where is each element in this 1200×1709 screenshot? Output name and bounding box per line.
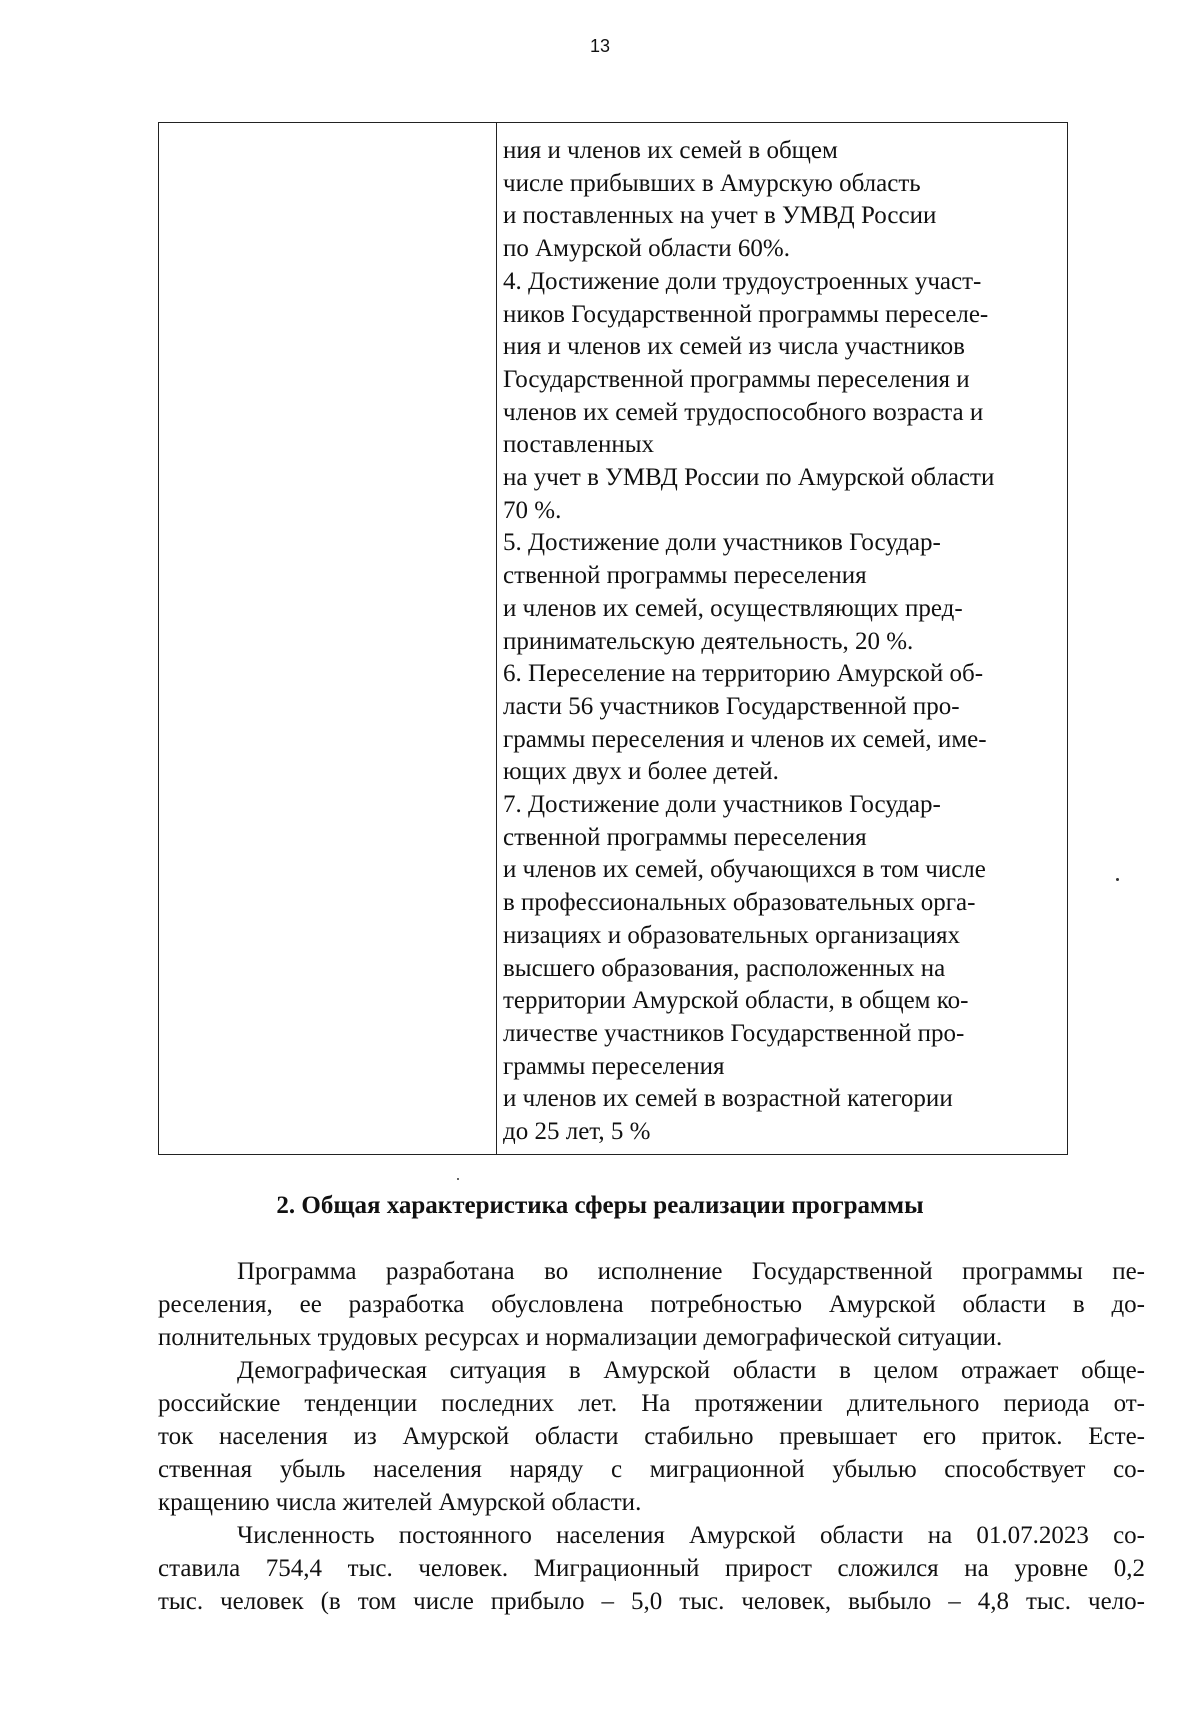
paragraph-line: ток населения из Амурской области стабильно превышает его приток. Есте- bbox=[158, 1423, 1145, 1450]
table-text-line: поставленных bbox=[503, 431, 655, 459]
table-text-line: 7. Достижение доли участников Государ- bbox=[503, 791, 941, 819]
table-text-line: ников Государственной программы переселе- bbox=[503, 300, 989, 328]
table-text-line: ния и членов их семей из числа участников bbox=[503, 333, 965, 361]
paragraph-line: ставила 754,4 тыс. человек. Миграционный прирост сложился на уровне 0,2 bbox=[158, 1555, 1145, 1582]
paragraph-line: российские тенденции последних лет. На протяжении длительного периода от- bbox=[158, 1390, 1145, 1417]
paragraph-line: Программа разработана во исполнение Государственной программы пе- bbox=[237, 1258, 1145, 1285]
table-cell-right bbox=[497, 123, 1067, 1154]
table-text-line: 4. Достижение доли трудоустроенных участ- bbox=[503, 267, 982, 295]
table-text-line: и поставленных на учет в УМВД России bbox=[503, 202, 937, 230]
table-text-line: до 25 лет, 5 % bbox=[503, 1118, 651, 1146]
table-text-line: Государственной программы переселения и bbox=[503, 365, 970, 393]
paragraph bbox=[158, 1255, 1145, 1354]
table-text-line: граммы переселения и членов их семей, име- bbox=[503, 725, 987, 753]
paragraph-line: ственная убыль населения наряду с миграционной убылью способствует со- bbox=[158, 1456, 1145, 1483]
paragraph-line: тыс. человек (в том числе прибыло – 5,0 тыс. человек, выбыло – 4,8 тыс. чело- bbox=[158, 1588, 1145, 1615]
table-text-line: ющих двух и более детей. bbox=[503, 758, 779, 786]
table-text-line: ласти 56 участников Государственной про- bbox=[503, 692, 960, 720]
table-text-line: 5. Достижение доли участников Государ- bbox=[503, 529, 941, 557]
table-cell-left-empty bbox=[159, 123, 497, 1154]
paragraph bbox=[158, 1519, 1145, 1618]
scan-speck bbox=[1116, 878, 1119, 881]
table-text-line: 6. Переселение на территорию Амурской об- bbox=[503, 660, 984, 688]
paragraph bbox=[158, 1354, 1145, 1519]
table-text-line: ственной программы переселения bbox=[503, 823, 867, 851]
table-text-line: числе прибывших в Амурскую область bbox=[503, 169, 921, 197]
table-text-line: ственной программы переселения bbox=[503, 562, 867, 590]
section-heading: 2. Общая характеристика сферы реализации программы bbox=[276, 1192, 924, 1219]
table-text-line: территории Амурской области, в общем ко- bbox=[503, 987, 969, 1015]
table-text-line: членов их семей трудоспособного возраста и bbox=[503, 398, 984, 426]
goals-table bbox=[158, 122, 1068, 1155]
page-number: 13 bbox=[589, 36, 611, 56]
table-text-line: в профессиональных образовательных орга- bbox=[503, 889, 976, 917]
table-text-line: и членов их семей в возрастной категории bbox=[503, 1085, 953, 1113]
paragraph-line: кращению числа жителей Амурской области. bbox=[158, 1489, 642, 1516]
table-text-line: принимательскую деятельность, 20 %. bbox=[503, 627, 914, 655]
scan-speck bbox=[457, 1178, 459, 1180]
paragraph-line: реселения, ее разработка обусловлена потребностью Амурской области в до- bbox=[158, 1291, 1145, 1318]
table-text-line: и членов их семей, обучающихся в том числе bbox=[503, 856, 986, 884]
table-text-line: ния и членов их семей в общем bbox=[503, 137, 838, 164]
paragraph-line: Демографическая ситуация в Амурской области в целом отражает обще- bbox=[237, 1357, 1145, 1384]
table-text-line: на учет в УМВД России по Амурской области bbox=[503, 464, 995, 492]
table-text-line: граммы переселения bbox=[503, 1052, 725, 1080]
table-text-line: низациях и образовательных организациях bbox=[503, 921, 960, 949]
paragraph-line: полнительных трудовых ресурсах и нормализации демографической ситуации. bbox=[158, 1324, 1003, 1351]
table-text-line: личестве участников Государственной про- bbox=[503, 1019, 965, 1047]
paragraph-line: Численность постоянного населения Амурской области на 01.07.2023 со- bbox=[237, 1522, 1145, 1549]
table-text-line: высшего образования, расположенных на bbox=[503, 954, 946, 982]
table-text-line: по Амурской области 60%. bbox=[503, 235, 790, 263]
section-body bbox=[158, 1255, 1145, 1618]
table-text-line: и членов их семей, осуществляющих пред- bbox=[503, 594, 963, 622]
table-text-line: 70 %. bbox=[503, 496, 562, 524]
